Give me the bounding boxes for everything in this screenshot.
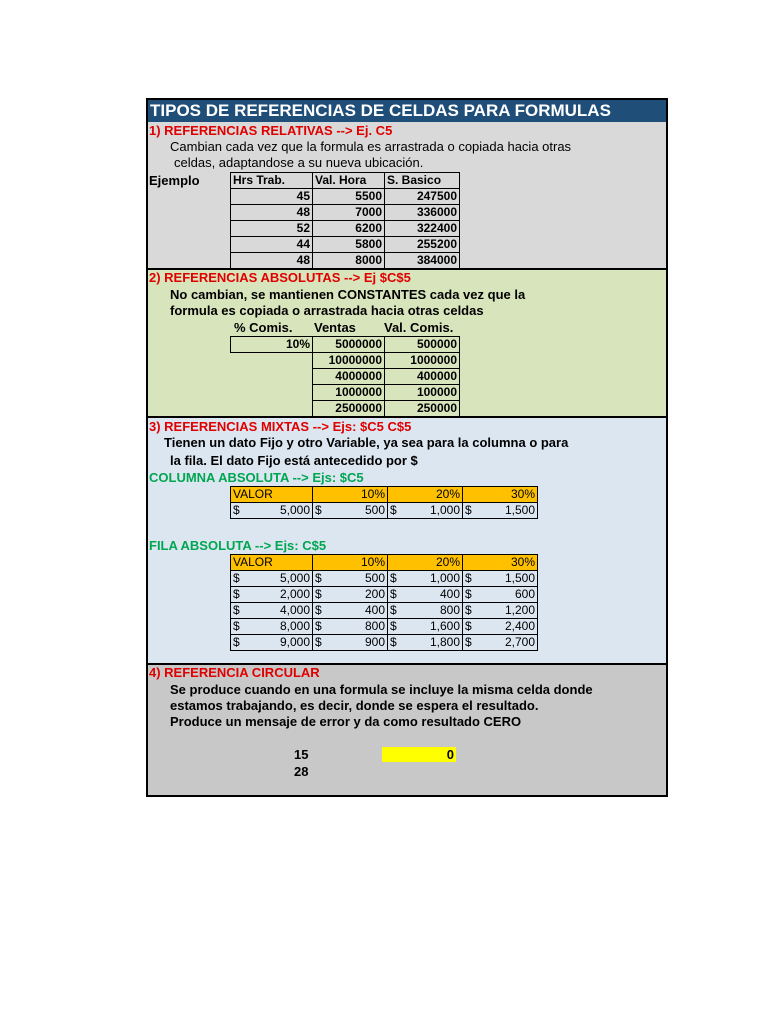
table-row <box>313 337 460 353</box>
description-line: Tienen un dato Fijo y otro Variable, ya sea para la columna o para <box>164 435 569 450</box>
table-row <box>231 205 460 221</box>
column-header: S. Basico <box>385 173 460 189</box>
fila-absoluta-table <box>230 554 538 651</box>
cell[interactable]: 28 <box>294 764 309 779</box>
section-heading: 1) REFERENCIAS RELATIVAS --> Ej. C5 <box>149 123 393 138</box>
cell[interactable]: 52 <box>231 221 313 237</box>
description-line: Cambian cada vez que la formula es arrastrada o copiada hacia otras <box>170 139 572 154</box>
cell[interactable]: $ 2,000 <box>231 587 313 603</box>
table-row <box>313 369 460 385</box>
cell[interactable]: 44 <box>231 237 313 253</box>
table-row <box>231 619 538 635</box>
cell[interactable]: 1000000 <box>313 385 385 401</box>
cell[interactable]: $ 500 <box>313 503 388 519</box>
cell[interactable]: 4000000 <box>313 369 385 385</box>
cell[interactable]: $ 8,000 <box>231 619 313 635</box>
cell[interactable]: 336000 <box>385 205 460 221</box>
column-header: 10% <box>313 487 388 503</box>
cell[interactable]: $ 400 <box>388 587 463 603</box>
pct-cell-table <box>230 336 313 353</box>
cell[interactable]: $ 2,400 <box>463 619 538 635</box>
header-row <box>231 555 538 571</box>
cell[interactable]: 255200 <box>385 237 460 253</box>
column-header: 30% <box>463 555 538 571</box>
cell[interactable]: $ 1,500 <box>463 571 538 587</box>
cell[interactable]: 8000 <box>313 253 385 269</box>
table-row <box>231 503 538 519</box>
cell[interactable]: $ 9,000 <box>231 635 313 651</box>
description-line: celdas, adaptandose a su nueva ubicación. <box>174 155 424 170</box>
section-circular <box>148 665 666 795</box>
cell[interactable]: $ 900 <box>313 635 388 651</box>
cell[interactable]: $ 4,000 <box>231 603 313 619</box>
cell[interactable]: 10000000 <box>313 353 385 369</box>
table-row <box>231 189 460 205</box>
section-relativas <box>148 122 666 270</box>
cell[interactable]: 5800 <box>313 237 385 253</box>
table-row <box>313 401 460 417</box>
cell[interactable]: 5500 <box>313 189 385 205</box>
subsection-heading: COLUMNA ABSOLUTA --> Ejs: $C5 <box>149 470 364 485</box>
cell[interactable]: 247500 <box>385 189 460 205</box>
cell[interactable]: 384000 <box>385 253 460 269</box>
cell[interactable]: $ 1,000 <box>388 503 463 519</box>
column-header: 20% <box>388 555 463 571</box>
relativas-table <box>230 172 460 269</box>
section-mixtas <box>148 418 666 665</box>
cell[interactable]: $ 1,500 <box>463 503 538 519</box>
column-header: 20% <box>388 487 463 503</box>
cell[interactable]: 500000 <box>385 337 460 353</box>
table-row <box>231 635 538 651</box>
section-absolutas <box>148 270 666 418</box>
table-row <box>231 221 460 237</box>
cell[interactable]: 100000 <box>385 385 460 401</box>
cell[interactable]: $ 500 <box>313 571 388 587</box>
cell[interactable]: 48 <box>231 253 313 269</box>
cell[interactable]: $ 1,000 <box>388 571 463 587</box>
cell[interactable]: $ 200 <box>313 587 388 603</box>
column-header: Ventas <box>314 320 356 335</box>
cell[interactable]: $ 2,700 <box>463 635 538 651</box>
description-line: No cambian, se mantienen CONSTANTES cada vez que la <box>170 287 526 302</box>
circular-result-cell[interactable]: 0 <box>382 747 456 762</box>
spreadsheet <box>146 98 668 797</box>
table-row <box>231 237 460 253</box>
description-line: Se produce cuando en una formula se incluye la misma celda donde <box>170 682 593 697</box>
column-header: 30% <box>463 487 538 503</box>
cell[interactable]: 250000 <box>385 401 460 417</box>
table-row <box>313 385 460 401</box>
table-row <box>231 587 538 603</box>
cell[interactable]: $ 1,800 <box>388 635 463 651</box>
description-line: formula es copiada o arrastrada hacia otras celdas <box>170 303 484 318</box>
table-row <box>313 353 460 369</box>
subsection-heading: FILA ABSOLUTA --> Ejs: C$5 <box>149 538 327 553</box>
cell[interactable]: $ 600 <box>463 587 538 603</box>
columna-absoluta-table <box>230 486 538 519</box>
cell[interactable]: 7000 <box>313 205 385 221</box>
table-row <box>231 253 460 269</box>
cell[interactable]: $ 800 <box>388 603 463 619</box>
table-row <box>231 571 538 587</box>
cell[interactable]: $ 1,600 <box>388 619 463 635</box>
cell[interactable]: 48 <box>231 205 313 221</box>
column-header: % Comis. <box>234 320 293 335</box>
cell[interactable]: $ 5,000 <box>231 571 313 587</box>
column-header: 10% <box>313 555 388 571</box>
cell[interactable]: 10% <box>231 337 313 353</box>
description-line: estamos trabajando, es decir, donde se espera el resultado. <box>170 698 539 713</box>
cell[interactable]: 322400 <box>385 221 460 237</box>
section-heading: 3) REFERENCIAS MIXTAS --> Ejs: $C5 C$5 <box>149 419 412 434</box>
cell[interactable]: 2500000 <box>313 401 385 417</box>
section-heading: 2) REFERENCIAS ABSOLUTAS --> Ej $C$5 <box>149 270 411 285</box>
ejemplo-label: Ejemplo <box>149 173 200 188</box>
page-title: TIPOS DE REFERENCIAS DE CELDAS PARA FORMULAS <box>148 100 666 122</box>
header-row <box>231 487 538 503</box>
cell[interactable]: $ 800 <box>313 619 388 635</box>
column-header: VALOR <box>231 487 313 503</box>
table-row <box>231 603 538 619</box>
column-header: VALOR <box>231 555 313 571</box>
column-header: Hrs Trab. <box>231 173 313 189</box>
absolutas-table <box>312 336 460 417</box>
column-header: Val. Hora <box>313 173 385 189</box>
section-heading: 4) REFERENCIA CIRCULAR <box>149 665 320 680</box>
cell[interactable]: $ 5,000 <box>231 503 313 519</box>
cell[interactable]: 45 <box>231 189 313 205</box>
description-line: Produce un mensaje de error y da como resultado CERO <box>170 714 522 729</box>
cell[interactable]: 400000 <box>385 369 460 385</box>
cell[interactable]: 6200 <box>313 221 385 237</box>
cell[interactable]: $ 1,200 <box>463 603 538 619</box>
cell[interactable]: 15 <box>294 747 309 762</box>
cell[interactable]: 5000000 <box>313 337 385 353</box>
cell[interactable]: 1000000 <box>385 353 460 369</box>
description-line: la fila. El dato Fijo está antecedido por $ <box>170 453 418 468</box>
column-header: Val. Comis. <box>384 320 454 335</box>
cell[interactable]: $ 400 <box>313 603 388 619</box>
